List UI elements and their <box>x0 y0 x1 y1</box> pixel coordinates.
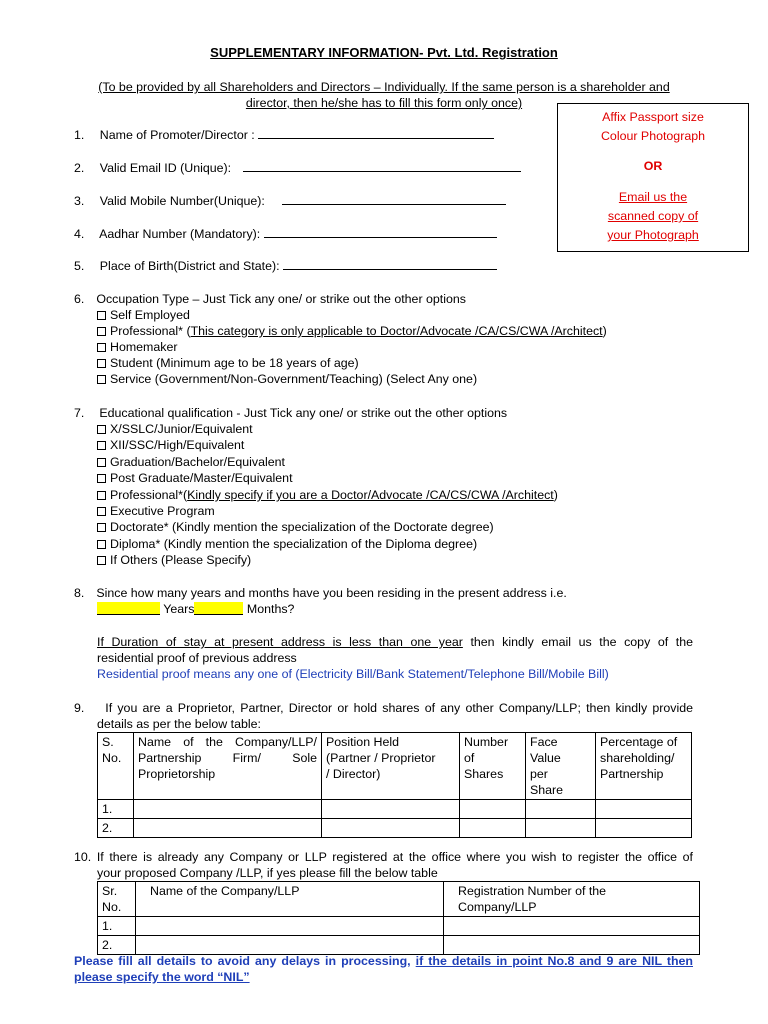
checkbox[interactable] <box>97 556 106 565</box>
option-label: Professional*( <box>110 488 188 502</box>
option-label: Service (Government/Non-Government/Teaching) (Select Any one) <box>110 372 478 386</box>
residence-note-line-2: residential proof of previous address <box>97 651 297 665</box>
residence-note <box>97 634 693 650</box>
row-number: 2. <box>98 936 136 955</box>
table-row <box>98 800 692 819</box>
education-option[interactable] <box>97 519 494 535</box>
field-label: Name of Promoter/Director : <box>99 128 255 142</box>
header-cell: Face Value per Share <box>526 733 596 800</box>
option-label: Homemaker <box>110 340 178 354</box>
months-label: Months? <box>246 602 295 616</box>
checkbox[interactable] <box>97 458 106 467</box>
photo-box-line-3: Email us the <box>618 190 688 204</box>
table-cell[interactable] <box>526 800 596 819</box>
checkbox[interactable] <box>97 375 106 384</box>
years-input[interactable] <box>97 602 160 615</box>
email-input[interactable] <box>243 160 521 172</box>
field-aadhar <box>74 226 497 242</box>
section-number: 9. <box>74 701 85 715</box>
field-number: 2. <box>74 161 85 175</box>
table-cell[interactable] <box>460 819 526 838</box>
photo-box-line-4: scanned copy of <box>607 209 699 223</box>
option-note: Kindly specify if you are a Doctor/Advocate /CA/CS/CWA /Architect <box>187 488 554 502</box>
promoter-name-input[interactable] <box>258 127 494 139</box>
residence-note-underlined: If Duration of stay at present address is less than one year <box>97 635 463 649</box>
occupation-option[interactable] <box>97 355 359 371</box>
checkbox[interactable] <box>97 311 106 320</box>
section-number: 8. <box>74 586 85 600</box>
checkbox[interactable] <box>97 327 106 336</box>
years-label: Years <box>163 602 195 616</box>
option-label: XII/SSC/High/Equivalent <box>110 438 245 452</box>
table-cell[interactable] <box>136 936 444 955</box>
other-companies-table <box>97 732 692 838</box>
residence-proof-means: Residential proof means any one of (Electricity Bill/Bank Statement/Telephone Bill/Mobile Bill) <box>97 667 609 681</box>
table-row <box>98 936 700 955</box>
checkbox[interactable] <box>97 474 106 483</box>
registered-office-line-2: your proposed Company /LLP, if yes please fill the below table <box>97 866 438 880</box>
education-option[interactable] <box>97 552 251 568</box>
field-number: 3. <box>74 194 85 208</box>
table-cell[interactable] <box>134 800 322 819</box>
occupation-option[interactable] <box>97 339 177 355</box>
checkbox[interactable] <box>97 343 106 352</box>
residence-question <box>74 585 567 601</box>
option-close: ) <box>553 488 558 502</box>
photo-box-line-2: Colour Photograph <box>600 129 705 143</box>
occupation-heading-text: Occupation Type – Just Tick any one/ or strike out the other options <box>96 292 466 306</box>
registered-office-line-1-text: If there is already any Company or LLP registered at the office where you wish to register the office of <box>96 850 693 864</box>
field-mobile <box>74 193 506 209</box>
checkbox[interactable] <box>97 523 106 532</box>
mobile-input[interactable] <box>282 193 506 205</box>
place-of-birth-input[interactable] <box>283 258 497 270</box>
option-label: Executive Program <box>110 504 215 518</box>
footer-line-1 <box>74 953 693 969</box>
checkbox[interactable] <box>97 359 106 368</box>
intro-line-2: director, then he/she has to fill this form only once) <box>245 96 523 110</box>
header-cell: Number of Shares <box>460 733 526 800</box>
header-cell: Percentage of shareholding/ Partnership <box>596 733 692 800</box>
table-cell[interactable] <box>526 819 596 838</box>
option-label: X/SSLC/Junior/Equivalent <box>110 422 253 436</box>
table-header-row <box>98 882 700 917</box>
table-cell[interactable] <box>444 936 700 955</box>
option-label: Self Employed <box>110 308 190 322</box>
photo-box-line-5: your Photograph <box>607 228 699 242</box>
option-label: If Others (Please Specify) <box>110 553 252 567</box>
registered-office-line-1 <box>74 849 693 865</box>
table-header-row <box>98 733 692 800</box>
header-cell: S. No. <box>98 733 134 800</box>
field-label: Valid Email ID (Unique): <box>99 161 232 175</box>
option-label: Post Graduate/Master/Equivalent <box>110 471 293 485</box>
education-option[interactable] <box>97 421 253 437</box>
occupation-option[interactable] <box>97 323 607 339</box>
header-cell: Name of the Company/LLP <box>136 882 444 917</box>
residence-question-text: Since how many years and months have you been residing in the present address i.e. <box>96 586 567 600</box>
registered-office-table <box>97 881 700 955</box>
education-option[interactable] <box>97 503 215 519</box>
field-label: Place of Birth(District and State): <box>99 259 280 273</box>
table-cell[interactable] <box>460 800 526 819</box>
section-number: 6. <box>74 292 85 306</box>
residence-note-rest: then kindly email us the copy of the <box>470 635 694 649</box>
checkbox[interactable] <box>97 425 106 434</box>
page-title: SUPPLEMENTARY INFORMATION- Pvt. Ltd. Registration <box>210 45 558 60</box>
aadhar-input[interactable] <box>264 226 497 238</box>
field-number: 1. <box>74 128 85 142</box>
table-cell[interactable] <box>136 917 444 936</box>
field-number: 5. <box>74 259 85 273</box>
row-number: 2. <box>98 819 134 838</box>
option-label: Diploma* (Kindly mention the specialization of the Diploma degree) <box>110 537 478 551</box>
header-cell: Position Held (Partner / Proprietor / Director) <box>322 733 460 800</box>
residence-duration <box>97 601 294 617</box>
intro-line-1: (To be provided by all Shareholders and Directors – Individually. If the same person is a shareholder and <box>98 80 670 94</box>
header-cell: Registration Number of the Company/LLP <box>444 882 700 917</box>
field-email <box>74 160 521 176</box>
table-cell[interactable] <box>322 800 460 819</box>
table-cell[interactable] <box>596 800 692 819</box>
table-cell[interactable] <box>134 819 322 838</box>
education-option[interactable] <box>97 437 244 453</box>
photo-box-line-1: Affix Passport size <box>602 110 704 124</box>
checkbox[interactable] <box>97 491 106 500</box>
row-number: 1. <box>98 917 136 936</box>
education-heading <box>74 405 507 421</box>
months-input[interactable] <box>194 602 243 615</box>
table-cell[interactable] <box>322 819 460 838</box>
field-number: 4. <box>74 227 85 241</box>
field-label: Aadhar Number (Mandatory): <box>99 227 261 241</box>
checkbox[interactable] <box>97 540 106 549</box>
education-heading-text: Educational qualification - Just Tick any one/ or strike out the other options <box>99 406 508 420</box>
section-number: 7. <box>74 406 85 420</box>
field-promoter-name <box>74 127 494 143</box>
field-label: Valid Mobile Number(Unique): <box>99 194 265 208</box>
option-label: Professional* ( <box>110 324 191 338</box>
occupation-option[interactable] <box>97 307 190 323</box>
footer-line-2: please specify the word “NIL” <box>74 970 250 984</box>
education-option[interactable] <box>97 487 558 503</box>
education-option[interactable] <box>97 536 477 552</box>
option-note: This category is only applicable to Doctor/Advocate /CA/CS/CWA /Architect <box>190 324 603 338</box>
section-number: 10. <box>74 850 92 864</box>
other-companies-line-1-text: If you are a Proprietor, Partner, Director or hold shares of any other Company/LLP; then kindly provide <box>105 701 693 715</box>
other-companies-line-1 <box>74 700 693 716</box>
row-number: 1. <box>98 800 134 819</box>
table-cell[interactable] <box>596 819 692 838</box>
checkbox[interactable] <box>97 507 106 516</box>
education-option[interactable] <box>97 470 293 486</box>
option-label: Student (Minimum age to be 18 years of age) <box>110 356 359 370</box>
option-close: ) <box>602 324 607 338</box>
option-label: Doctorate* (Kindly mention the specialization of the Doctorate degree) <box>110 520 494 534</box>
other-companies-line-2: details as per the below table: <box>97 717 261 731</box>
footer-part-2: if the details in point No.8 and 9 are NIL then <box>415 954 693 968</box>
table-cell[interactable] <box>444 917 700 936</box>
occupation-heading <box>74 291 466 307</box>
option-label: Graduation/Bachelor/Equivalent <box>110 455 285 469</box>
photo-box-or: OR <box>643 159 663 173</box>
education-option[interactable] <box>97 454 285 470</box>
occupation-option[interactable] <box>97 371 477 387</box>
header-cell: Sr. No. <box>98 882 136 917</box>
field-place-of-birth <box>74 258 497 274</box>
table-row <box>98 917 700 936</box>
footer-part-1: Please fill all details to avoid any delays in processing, <box>74 954 411 968</box>
checkbox[interactable] <box>97 441 106 450</box>
table-row <box>98 819 692 838</box>
header-cell: Name of the Company/LLP/ Partnership Firm/ Sole Proprietorship <box>134 733 322 800</box>
photo-placeholder-box[interactable] <box>557 103 749 252</box>
